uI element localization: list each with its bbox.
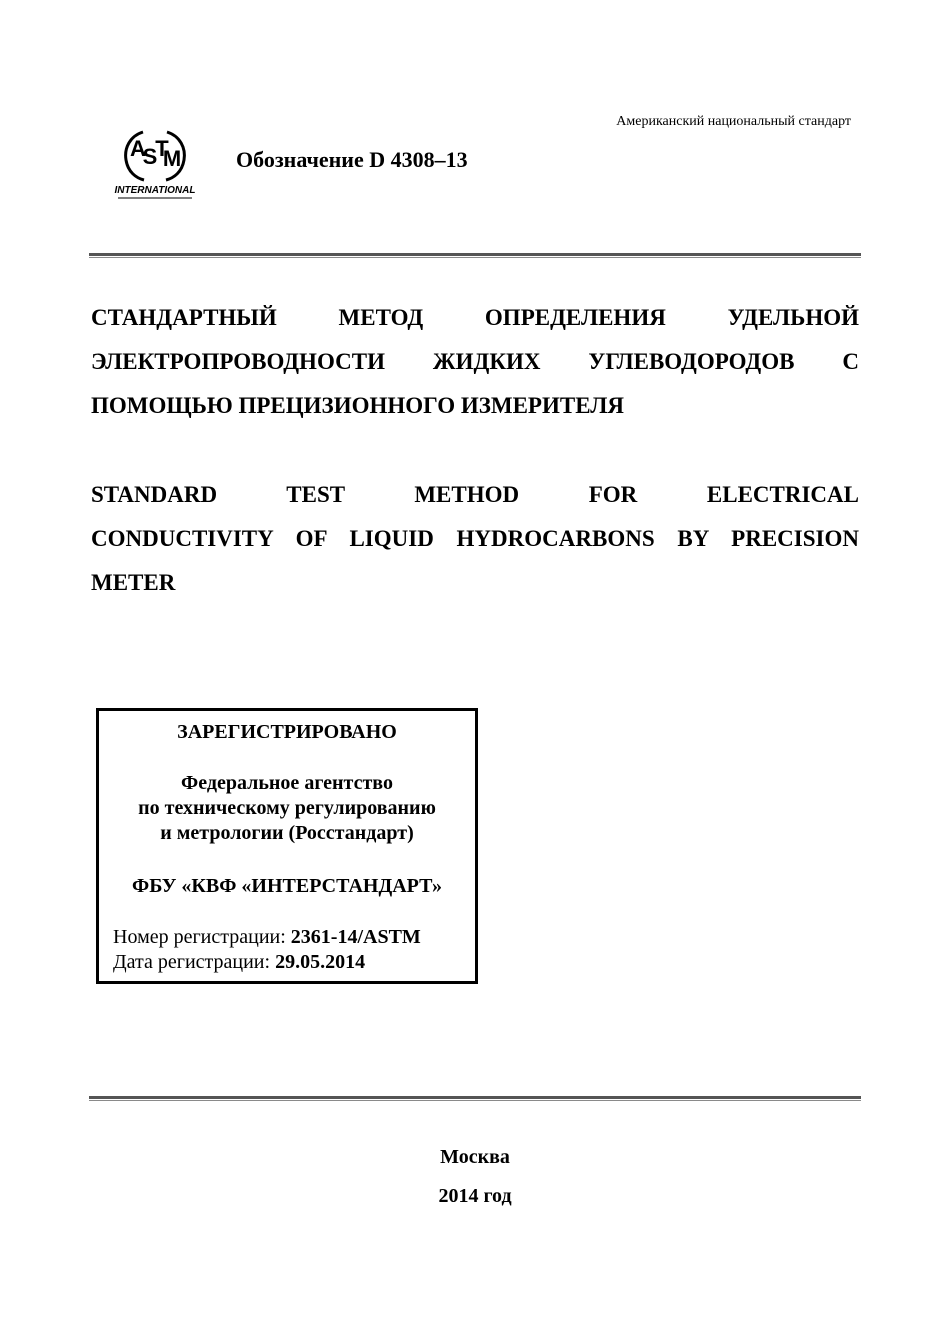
- title-en-line-1: STANDARD TEST METHOD FOR ELECTRICAL: [91, 482, 859, 507]
- document-designation: Обозначение D 4308–13: [236, 147, 468, 172]
- national-standard-label: Американский национальный стандарт: [616, 114, 851, 129]
- registration-date-label: Дата регистрации:: [113, 951, 271, 973]
- publication-year: 2014 год: [438, 1185, 512, 1207]
- title-english: [91, 473, 859, 605]
- title-en-line-3: METER: [91, 570, 176, 595]
- astm-international-logo-icon: [110, 126, 200, 202]
- registration-organization: ФБУ «КВФ «ИНТЕРСТАНДАРТ»: [132, 875, 442, 897]
- registration-number-row: [113, 925, 421, 950]
- title-en-line-2: CONDUCTIVITY OF LIQUID HYDROCARBONS BY PRECISION: [91, 526, 859, 551]
- agency-line-2: по техническому регулированию: [138, 797, 436, 819]
- bottom-divider: [89, 1096, 861, 1101]
- registration-date-value: 29.05.2014: [275, 951, 366, 973]
- publication-city: Москва: [440, 1146, 510, 1168]
- title-russian: [91, 296, 859, 428]
- title-ru-line-3: ПОМОЩЬЮ ПРЕЦИЗИОННОГО ИЗМЕРИТЕЛЯ: [91, 393, 624, 418]
- registration-date-row: [113, 950, 365, 975]
- registration-agency: [99, 771, 475, 846]
- agency-line-3: и метрологии (Росстандарт): [160, 822, 414, 844]
- logo-letter-t: T: [155, 136, 169, 161]
- top-divider: [89, 253, 861, 258]
- registration-number-value: 2361-14/ASTM: [290, 926, 421, 948]
- registration-box: [96, 708, 478, 984]
- logo-wordmark: INTERNATIONAL: [114, 185, 196, 196]
- registration-heading: ЗАРЕГИСТРИРОВАНО: [177, 721, 397, 743]
- logo-letter-s: S: [142, 144, 158, 169]
- title-ru-line-2: ЭЛЕКТРОПРОВОДНОСТИ ЖИДКИХ УГЛЕВОДОРОДОВ С: [91, 349, 859, 374]
- logo-letter-m: M: [162, 146, 182, 171]
- agency-line-1: Федеральное агентство: [181, 772, 393, 794]
- title-ru-line-1: СТАНДАРТНЫЙ МЕТОД ОПРЕДЕЛЕНИЯ УДЕЛЬНОЙ: [91, 305, 859, 330]
- logo-letter-a: A: [130, 136, 146, 161]
- registration-number-label: Номер регистрации:: [113, 926, 286, 948]
